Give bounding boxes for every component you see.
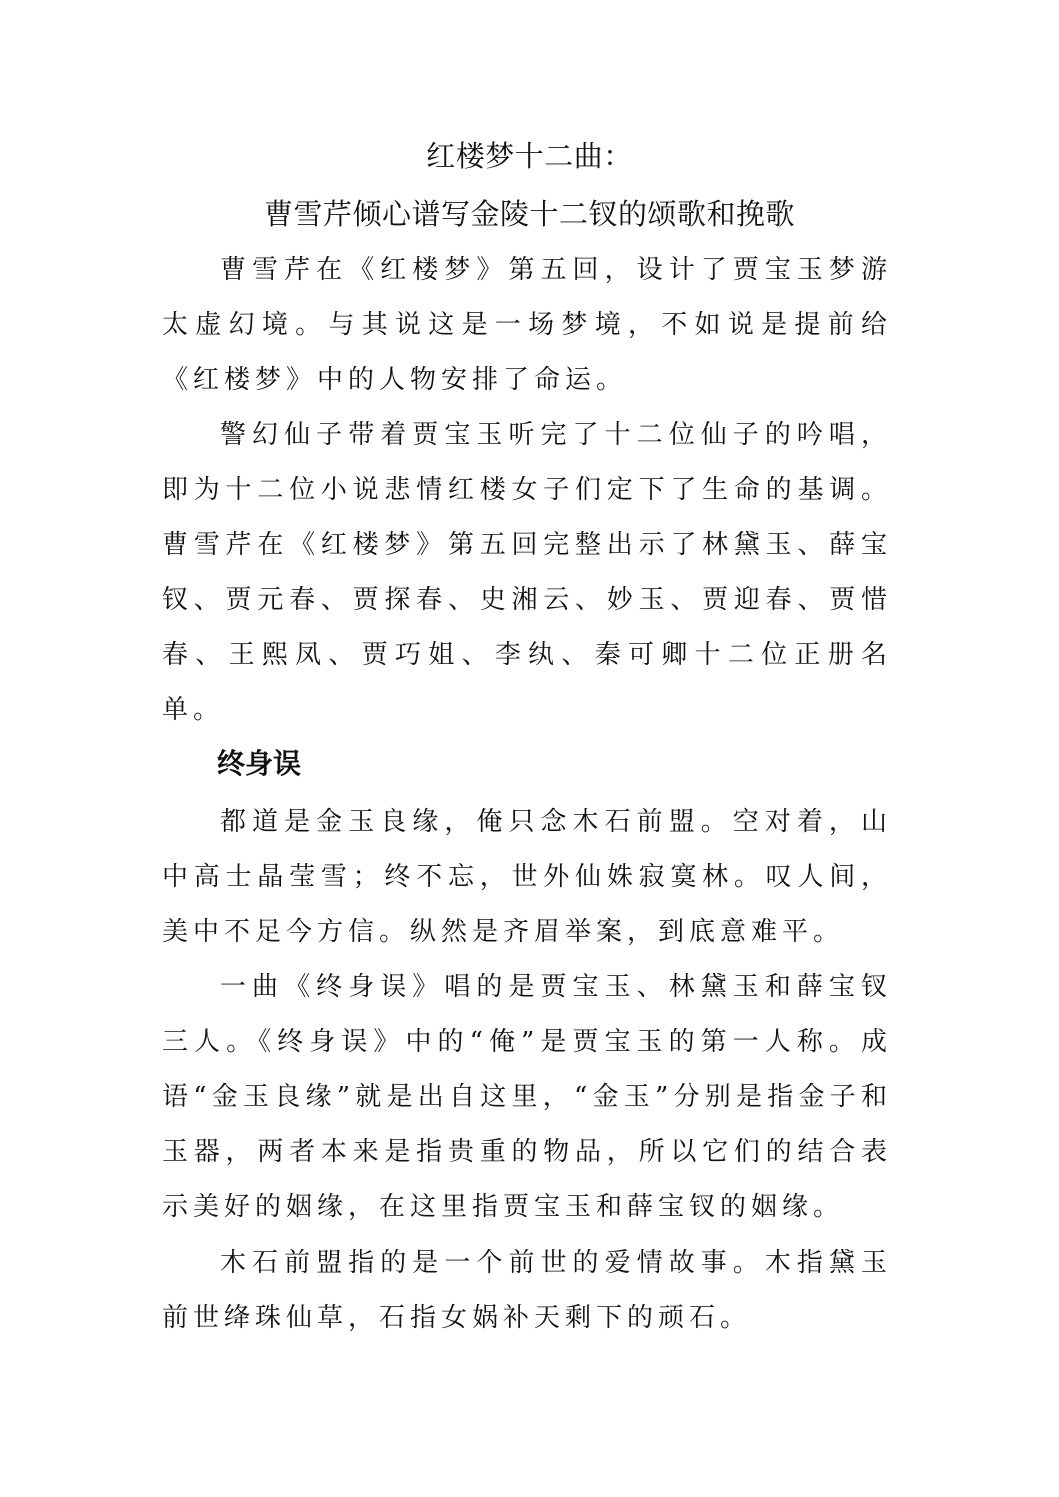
paragraph-intro-1: 曹雪芹在《红楼梦》第五回，设计了贾宝玉梦游太虚幻境。与其说这是一场梦境，不如说是提前给《红楼梦》中的人物安排了命运。 <box>162 255 892 395</box>
section-heading: 终身误 <box>217 747 302 780</box>
paragraph-intro-2: 警幻仙子带着贾宝玉听完了十二位仙子的吟唱，即为十二位小说悲情红楼女子们定下了生命的基调。曹雪芹在《红楼梦》第五回完整出示了林黛玉、薛宝钗、贾元春、贾探春、史湘云、妙玉、贾迎春、贾惜春、王熙凤、贾巧姐、李纨、秦可卿十二位正册名单。 <box>162 420 892 725</box>
document-title: 红楼梦十二曲： <box>426 139 633 173</box>
paragraph-commentary-2: 木石前盟指的是一个前世的爱情故事。木指黛玉前世绛珠仙草，石指女娲补天剩下的顽石。 <box>162 1248 892 1333</box>
paragraph-lyrics: 都道是金玉良缘，俺只念木石前盟。空对着，山中高士晶莹雪；终不忘，世外仙姝寂寞林。叹人间，美中不足今方信。纵然是齐眉举案，到底意难平。 <box>162 807 892 947</box>
paragraph-commentary-1: 一曲《终身误》唱的是贾宝玉、林黛玉和薛宝钗三人。《终身误》中的“俺”是贾宝玉的第一人称。成语“金玉良缘”就是出自这里，“金玉”分别是指金子和玉器，两者本来是指贵重的物品，所以它们的结合表示美好的姻缘，在这里指贾宝玉和薛宝钗的姻缘。 <box>162 972 892 1222</box>
document-subtitle: 曹雪芹倾心谱写金陵十二钗的颂歌和挽歌 <box>263 197 795 231</box>
